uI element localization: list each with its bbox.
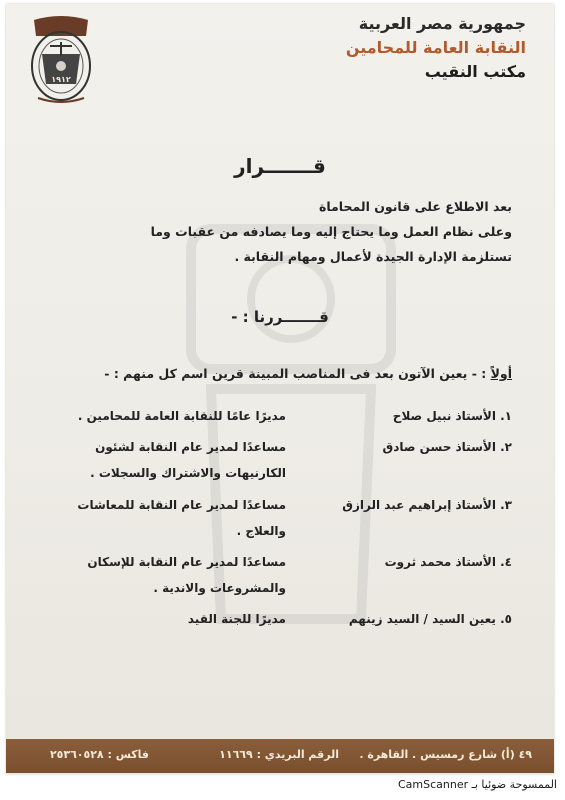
appointment-1-name: ١. الأستاذ نبيل صلاح (392, 409, 512, 423)
footer-postal-code: الرقم البريدي : ١١٦٦٩ (219, 748, 339, 761)
decree-title: قـــــــرار (234, 154, 326, 178)
preamble-line-1: بعد الاطلاع على قانون المحاماة (318, 199, 512, 214)
appointment-3-name: ٣. الأستاذ إبراهيم عبد الرازق (342, 498, 512, 512)
appointment-4-name: ٤. الأستاذ محمد ثروت (384, 555, 512, 569)
letterhead-syndicate: النقابة العامة للمحامين (345, 38, 526, 57)
preamble-line-2: وعلى نظام العمل وما يحتاج إليه وما يصادفه من عقبات وما (150, 224, 512, 239)
appointment-1-role-line-1: مديرًا عامًا للنقابة العامة للمحامين . (77, 409, 286, 423)
letterhead-footer (6, 739, 554, 773)
appointment-3-role-line-2: والعلاج . (236, 524, 286, 538)
emblem-year: ١٩١٢ (51, 75, 71, 84)
first-clause-label: أولاً (490, 366, 512, 381)
watermark-emblem-icon (171, 219, 411, 639)
appointment-4-role-line-2: والمشروعات والاندية . (153, 581, 286, 595)
first-clause-text: : - يعين الآتون بعد فى المناصب المبينة قرين اسم كل منهم : - (104, 366, 487, 381)
appointment-2-name: ٢. الأستاذ حسن صادق (382, 440, 512, 454)
footer-fax: فاكس : ٢٥٣٦٠٥٢٨ (49, 748, 149, 761)
appointment-2-role-line-1: مساعدًا لمدير عام النقابة لشئون (95, 440, 286, 454)
document-page (6, 4, 554, 774)
appointment-3-role-line-1: مساعدًا لمدير عام النقابة للمعاشات (77, 498, 286, 512)
letterhead-country: جمهورية مصر العربية (358, 14, 526, 33)
camscanner-note: الممسوحة ضوئيا بـ CamScanner (397, 778, 557, 791)
letterhead-office: مكتب النقيب (424, 62, 526, 81)
preamble-line-3: تستلزمة الإدارة الجيدة لأعمال ومهام النقابة . (234, 249, 512, 264)
appointment-4-role-line-1: مساعدًا لمدير عام النقابة للإسكان (87, 555, 286, 569)
first-clause (104, 366, 512, 381)
appointment-2-role-line-2: الكارنيهات والاشتراك والسجلات . (90, 466, 286, 480)
footer-address: ٤٩ (أ) شارع رمسيس . القاهرة . (359, 748, 532, 761)
syndicate-emblem-icon (28, 14, 94, 106)
decided-heading: قـــــــررنا : - (231, 308, 329, 326)
appointment-5-role-line-1: مديرًا للجنة القيد (187, 612, 286, 626)
appointment-5-name: ٥. يعين السيد / السيد زينهم (348, 612, 512, 626)
